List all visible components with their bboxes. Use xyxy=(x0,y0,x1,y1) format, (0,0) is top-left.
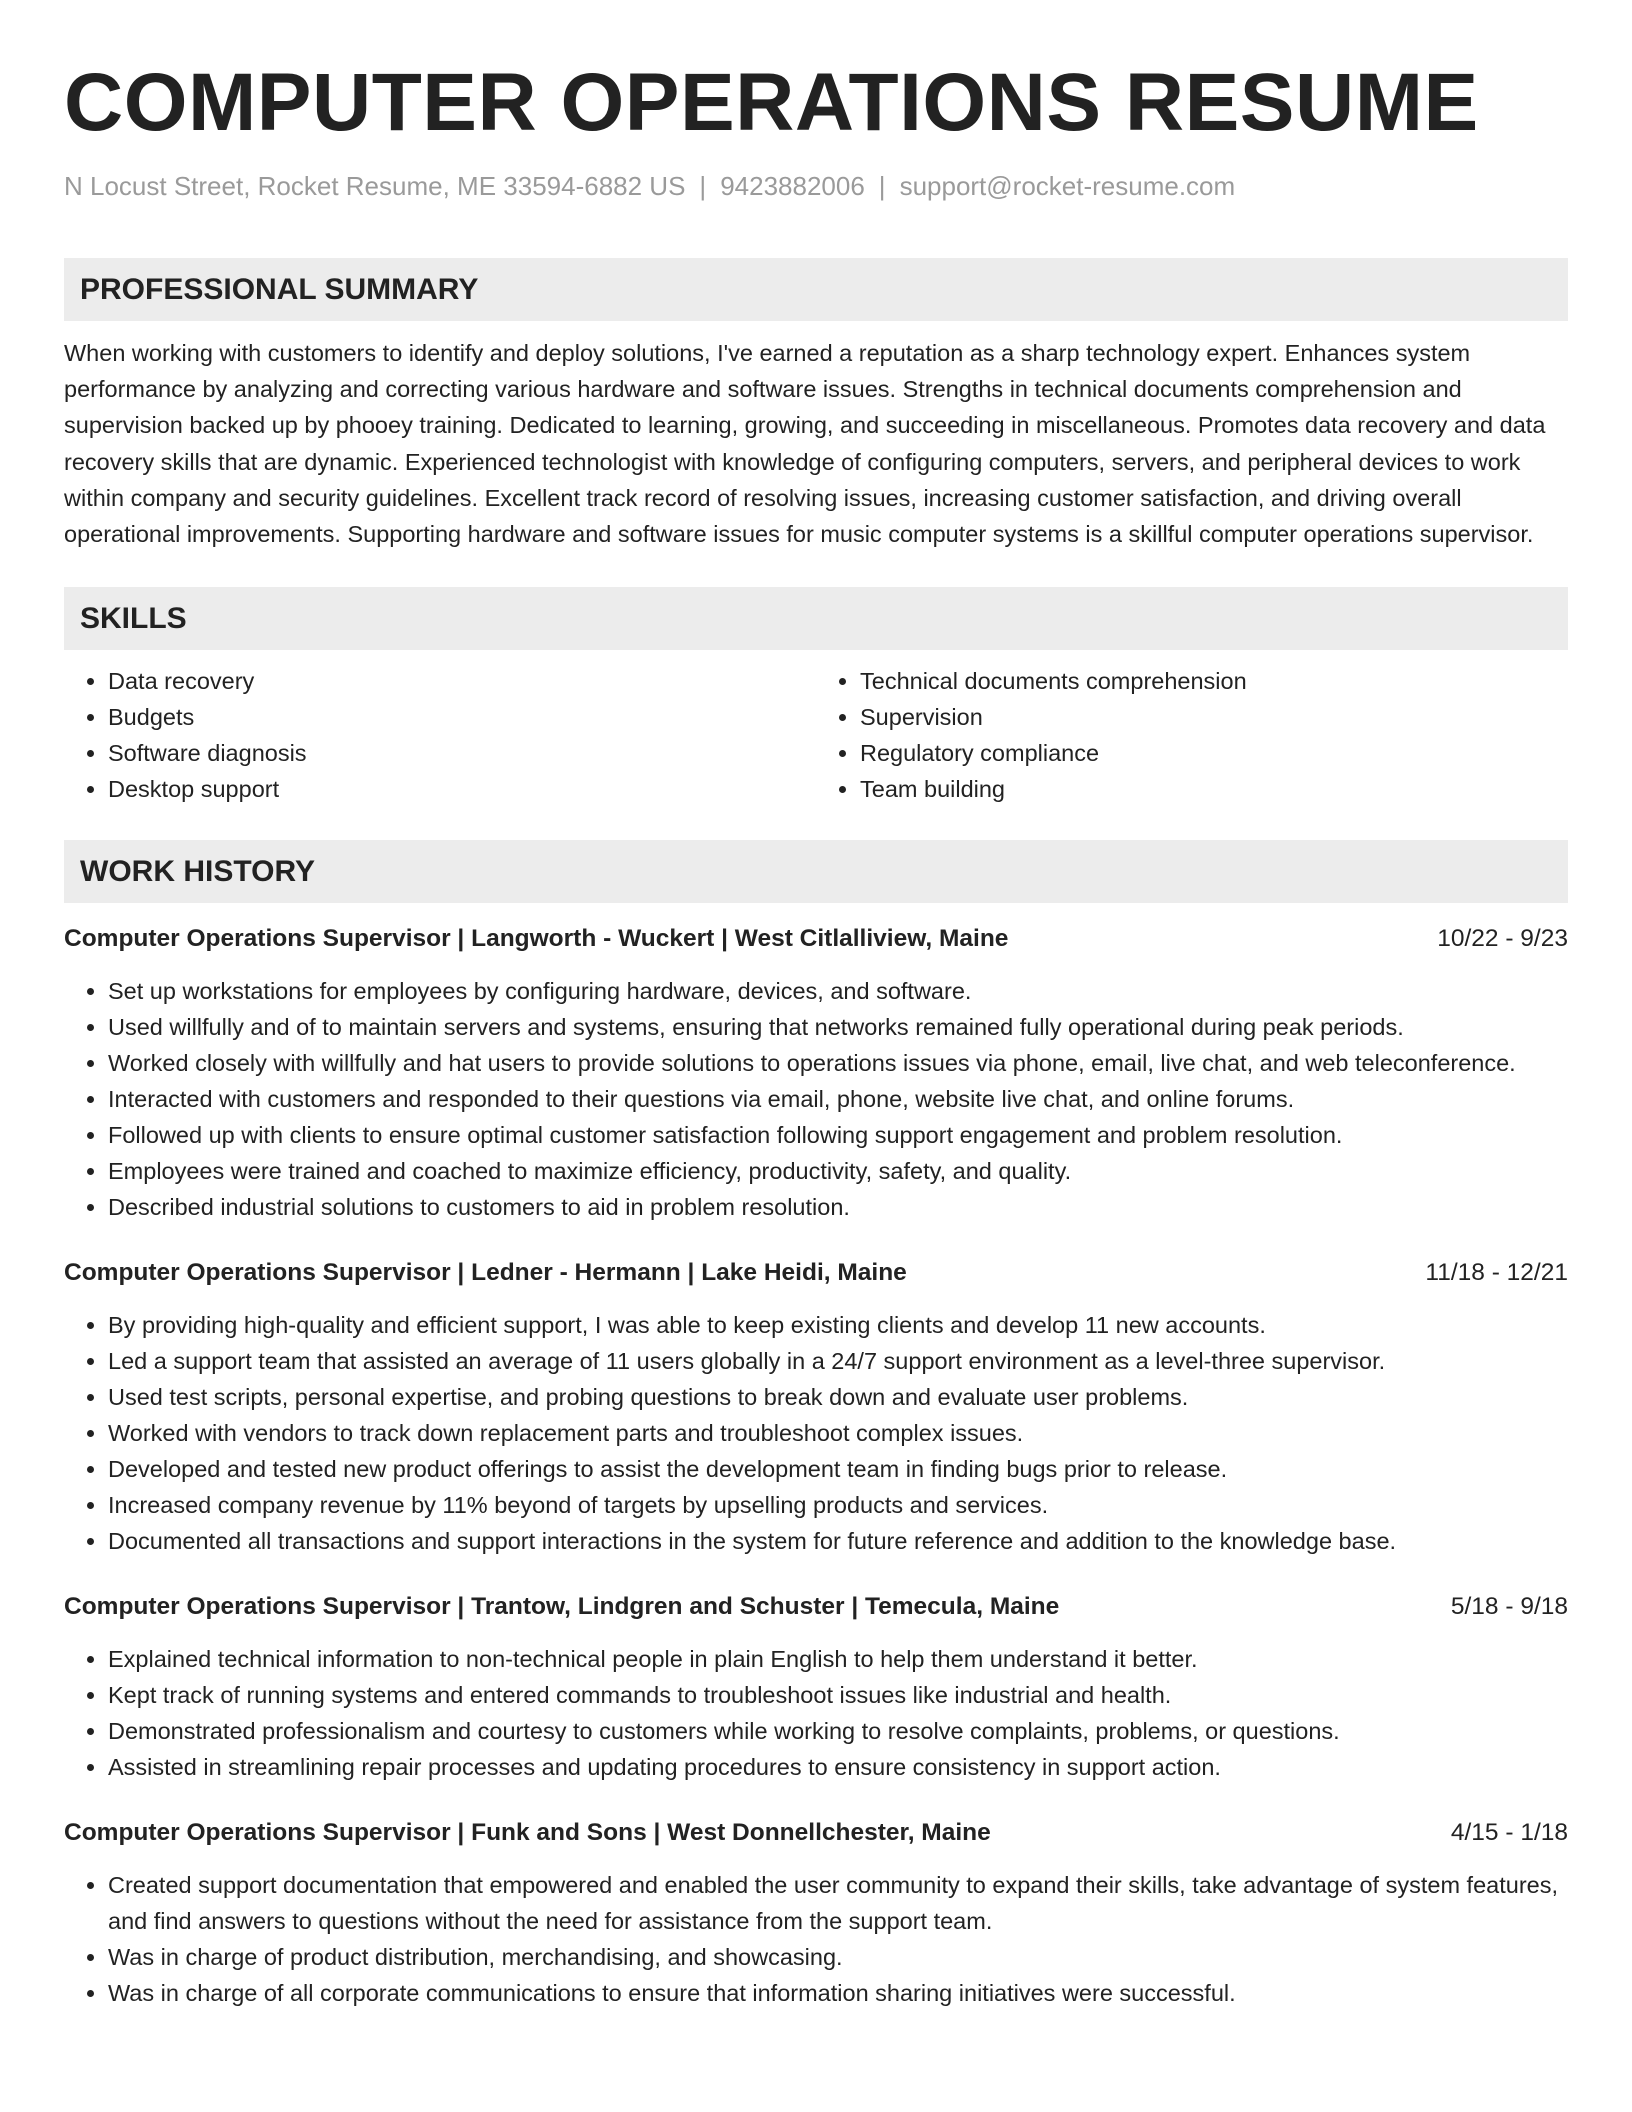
skill-item: • Supervision xyxy=(860,699,1568,735)
contact-separator: | xyxy=(878,171,886,201)
job-bullets xyxy=(64,973,1568,1225)
job-title: Computer Operations Supervisor | Langworth - Wuckert | West Citlalliview, Maine xyxy=(64,925,1009,953)
section-header-skills: SKILLS xyxy=(64,587,1568,650)
job-header xyxy=(64,1815,1568,1851)
job-bullet: • Used willfully and of to maintain servers and systems, ensuring that networks remained fully operational during peak periods. xyxy=(108,1009,1568,1045)
skill-item: • Desktop support xyxy=(108,771,816,807)
contact-line xyxy=(64,168,1568,204)
job-bullet: • Was in charge of all corporate communications to ensure that information sharing initiatives were successful. xyxy=(108,1975,1568,2011)
skills-column-left xyxy=(64,663,816,807)
job-bullet: • Increased company revenue by 11% beyond of targets by upselling products and services. xyxy=(108,1487,1568,1523)
summary-text: When working with customers to identify and deploy solutions, I've earned a reputation as a sharp technology expert. Enhances system performance by analyzing and correcting various hardware and software issues. Strengths in technical documents comprehension and supervision backed up by phooey training. Dedicated to learning, growing, and succeeding in miscellaneous. Promotes data recovery and data recovery skills that are dynamic. Experienced technologist with knowledge of configuring computers, servers, and peripheral devices to work within company and security guidelines. Excellent track record of resolving issues, increasing customer satisfaction, and driving overall operational improvements. Supporting hardware and software issues for music computer systems is a skillful computer operations supervisor. xyxy=(64,340,1546,548)
job-header xyxy=(64,1255,1568,1291)
job-bullet: • Worked closely with willfully and hat users to provide solutions to operations issues via phone, email, live chat, and web teleconference. xyxy=(108,1045,1568,1081)
job-bullet: • Created support documentation that empowered and enabled the user community to expand their skills, take advantage of system features, and find answers to questions without the need for assistance from the support team. xyxy=(108,1867,1568,1939)
job-bullet: • Documented all transactions and support interactions in the system for future reference and addition to the knowledge base. xyxy=(108,1523,1568,1559)
job-bullet: • Followed up with clients to ensure optimal customer satisfaction following support engagement and problem resolution. xyxy=(108,1117,1568,1153)
job-dates: 5/18 - 9/18 xyxy=(1450,1593,1568,1621)
job-bullet: • Explained technical information to non-technical people in plain English to help them understand it better. xyxy=(108,1641,1568,1677)
job-header xyxy=(64,921,1568,957)
job-dates: 11/18 - 12/21 xyxy=(1425,1259,1568,1287)
job-bullet: • Developed and tested new product offerings to assist the development team in finding bugs prior to release. xyxy=(108,1451,1568,1487)
skill-item: • Budgets xyxy=(108,699,816,735)
job-bullets xyxy=(64,1867,1568,2011)
skill-item: • Team building xyxy=(860,771,1568,807)
section-header-work-history: WORK HISTORY xyxy=(64,840,1568,903)
job-bullet: • Used test scripts, personal expertise, and probing questions to break down and evaluate user problems. xyxy=(108,1379,1568,1415)
job-bullet: • By providing high-quality and efficient support, I was able to keep existing clients and develop 11 new accounts. xyxy=(108,1307,1568,1343)
job-bullets xyxy=(64,1641,1568,1785)
job-bullet: • Set up workstations for employees by configuring hardware, devices, and software. xyxy=(108,973,1568,1009)
contact-address: N Locust Street, Rocket Resume, ME 33594-6882 US xyxy=(64,171,686,201)
section-header-professional-summary: PROFESSIONAL SUMMARY xyxy=(64,258,1568,321)
skill-item: • Software diagnosis xyxy=(108,735,816,771)
job-bullet: • Assisted in streamlining repair processes and updating procedures to ensure consistency in support action. xyxy=(108,1749,1568,1785)
job-entry xyxy=(64,1815,1568,2011)
job-bullet: • Was in charge of product distribution, merchandising, and showcasing. xyxy=(108,1939,1568,1975)
job-entry xyxy=(64,921,1568,1225)
contact-phone: 9423882006 xyxy=(720,171,865,201)
skill-item: • Data recovery xyxy=(108,663,816,699)
job-title: Computer Operations Supervisor | Trantow, Lindgren and Schuster | Temecula, Maine xyxy=(64,1593,1060,1621)
job-bullet: • Demonstrated professionalism and courtesy to customers while working to resolve complaints, problems, or questions. xyxy=(108,1713,1568,1749)
job-bullets xyxy=(64,1307,1568,1559)
contact-email[interactable]: support@rocket-resume.com xyxy=(899,171,1236,201)
job-bullet: • Kept track of running systems and entered commands to troubleshoot issues like industrial and health. xyxy=(108,1677,1568,1713)
job-header xyxy=(64,1589,1568,1625)
job-title: Computer Operations Supervisor | Ledner - Hermann | Lake Heidi, Maine xyxy=(64,1259,907,1287)
skills-column-right xyxy=(816,663,1568,807)
skill-item: • Regulatory compliance xyxy=(860,735,1568,771)
job-dates: 10/22 - 9/23 xyxy=(1437,925,1568,953)
job-bullet: • Led a support team that assisted an average of 11 users globally in a 24/7 support environment as a level-three supervisor. xyxy=(108,1343,1568,1379)
job-dates: 4/15 - 1/18 xyxy=(1450,1819,1568,1847)
job-title: Computer Operations Supervisor | Funk and Sons | West Donnellchester, Maine xyxy=(64,1819,991,1847)
contact-separator: | xyxy=(699,171,707,201)
resume-title: COMPUTER OPERATIONS RESUME xyxy=(64,57,1479,148)
skills-grid xyxy=(64,663,1568,807)
job-bullet: • Described industrial solutions to customers to aid in problem resolution. xyxy=(108,1189,1568,1225)
skill-item: • Technical documents comprehension xyxy=(860,663,1568,699)
job-entry xyxy=(64,1589,1568,1785)
job-bullet: • Worked with vendors to track down replacement parts and troubleshoot complex issues. xyxy=(108,1415,1568,1451)
job-bullet: • Employees were trained and coached to maximize efficiency, productivity, safety, and quality. xyxy=(108,1153,1568,1189)
job-bullet: • Interacted with customers and responded to their questions via email, phone, website live chat, and online forums. xyxy=(108,1081,1568,1117)
job-entry xyxy=(64,1255,1568,1559)
